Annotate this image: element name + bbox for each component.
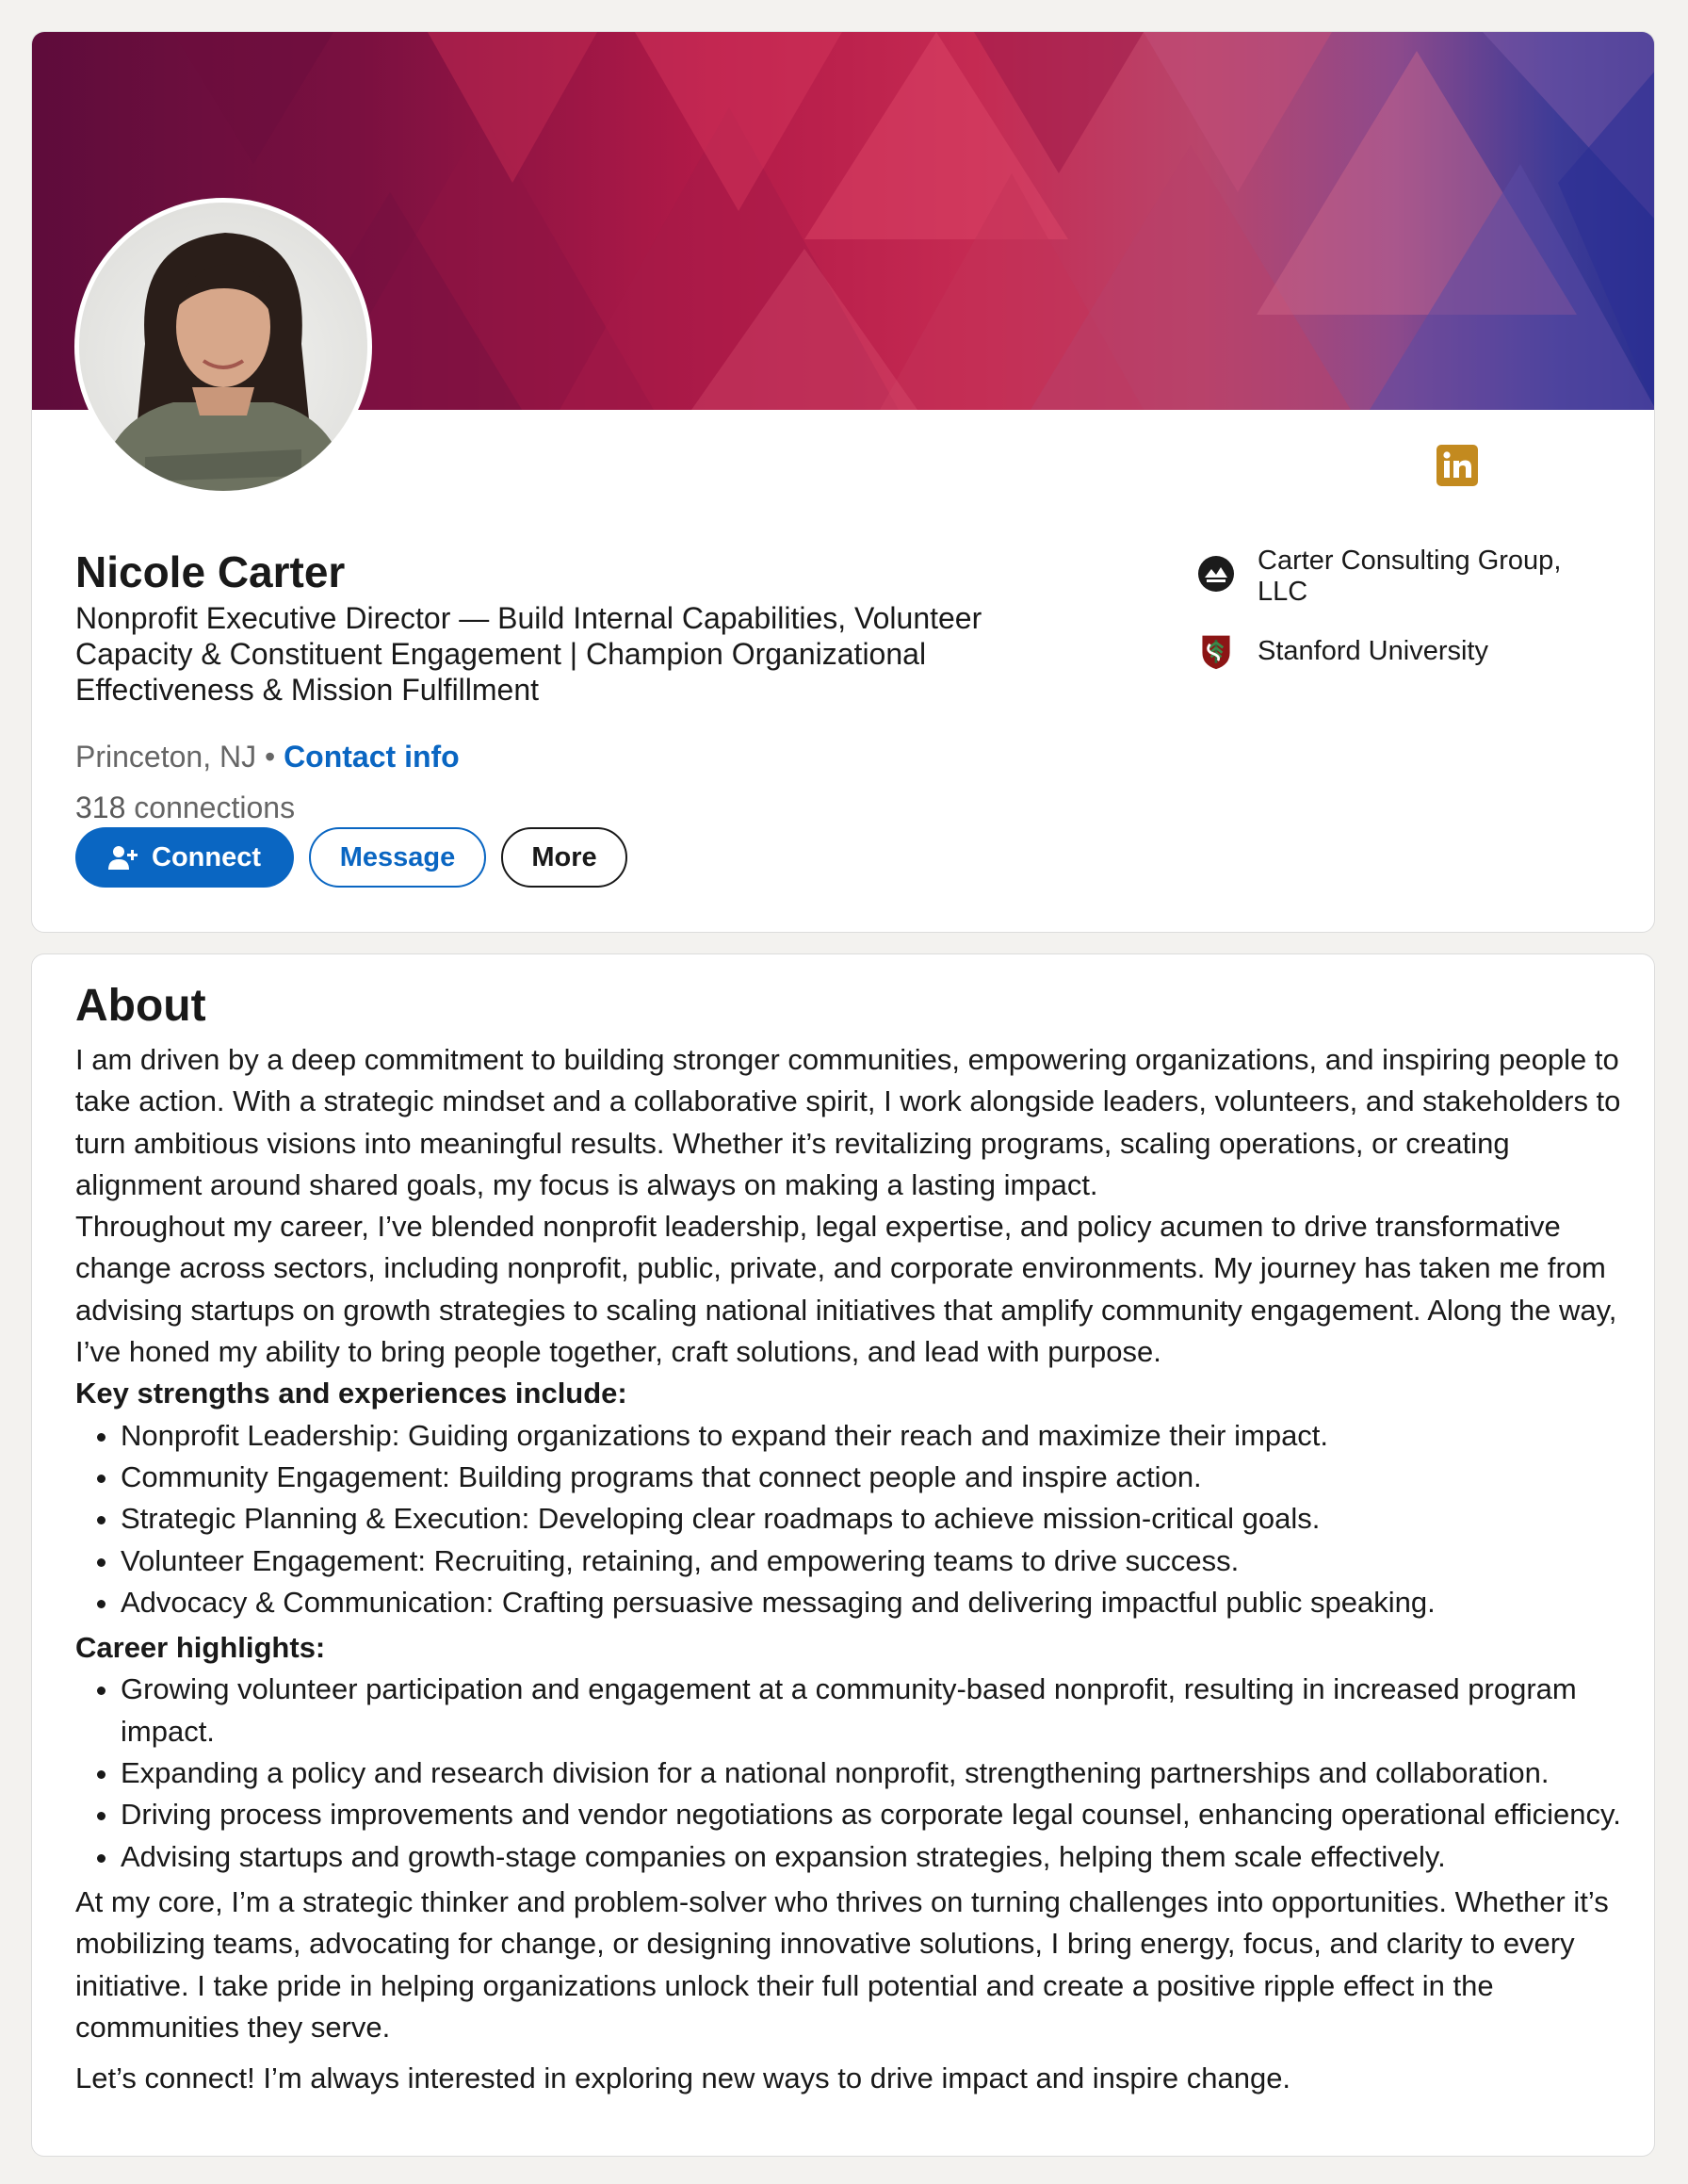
highlights-list — [75, 1669, 1630, 1877]
about-title: About — [75, 981, 206, 1031]
list-item: • Community Engagement: Building programs that connect people and inspire action. — [121, 1457, 1630, 1498]
stanford-logo-icon — [1197, 632, 1235, 670]
profile-location: Princeton, NJ — [75, 740, 257, 774]
connect-button[interactable] — [75, 827, 294, 888]
org-item-carter-consulting[interactable] — [1197, 546, 1593, 608]
connections-count-row[interactable] — [75, 790, 295, 825]
carter-logo-icon — [1197, 555, 1235, 593]
org-item-stanford[interactable] — [1197, 636, 1593, 670]
about-career-paragraph: Throughout my career, I’ve blended nonprofit leadership, legal expertise, and policy acumen to drive transformative change across sectors, including nonprofit, public, private, and corporate environments. My journey has taken me from advising startups on growth strategies to scaling national initiatives that amplify community engagement. Along the way, I’ve honed my ability to bring people together, craft solutions, and lead with purpose. — [75, 1210, 1617, 1369]
org-name: Carter Consulting Group, LLC — [1258, 546, 1562, 607]
contact-info-link[interactable]: Contact info — [284, 740, 460, 774]
list-item: • Advocacy & Communication: Crafting persuasive messaging and delivering impactful public speaking. — [121, 1582, 1630, 1623]
highlights-heading: Career highlights: — [75, 1631, 326, 1665]
linkedin-icon[interactable] — [1436, 445, 1478, 486]
profile-card — [31, 31, 1655, 933]
message-button[interactable] — [309, 827, 486, 888]
list-item: • Driving process improvements and vendor negotiations as corporate legal counsel, enhancing operational efficiency. — [121, 1794, 1630, 1835]
profile-name: Nicole Carter — [75, 547, 346, 596]
location-row — [75, 739, 460, 774]
profile-headline: Nonprofit Executive Director — Build Internal Capabilities, Volunteer Capacity & Constituent Engagement | Champion Organizational Effectiveness & Mission Fulfillment — [75, 601, 982, 707]
connections-count: 318 — [75, 790, 126, 824]
connect-button-label: Connect — [152, 841, 261, 872]
list-item: • Growing volunteer participation and engagement at a community-based nonprofit, resulting in increased program impact. — [121, 1669, 1630, 1752]
strengths-heading: Key strengths and experiences include: — [75, 1377, 627, 1410]
about-cta: Let’s connect! I’m always interested in exploring new ways to drive impact and inspire change. — [75, 2062, 1291, 2095]
message-button-label: Message — [339, 841, 456, 872]
list-item: • Nonprofit Leadership: Guiding organizations to expand their reach and maximize their impact. — [121, 1415, 1630, 1457]
list-item: • Advising startups and growth-stage companies on expansion strategies, helping them scale effectively. — [121, 1836, 1630, 1878]
about-card — [31, 953, 1655, 2157]
list-item: • Volunteer Engagement: Recruiting, retaining, and empowering teams to drive success. — [121, 1540, 1630, 1582]
location-separator: • — [264, 740, 276, 774]
profile-photo[interactable] — [74, 198, 372, 496]
more-button[interactable] — [501, 827, 627, 888]
about-body — [75, 1039, 1630, 2099]
org-name: Stanford University — [1258, 636, 1488, 666]
strengths-list — [75, 1415, 1630, 1623]
list-item: • Strategic Planning & Execution: Developing clear roadmaps to achieve mission-critical goals. — [121, 1498, 1630, 1540]
avatar-portrait — [79, 203, 367, 491]
list-item: • Expanding a policy and research division for a national nonprofit, strengthening partnerships and collaboration. — [121, 1752, 1630, 1794]
about-intro-paragraph: I am driven by a deep commitment to building stronger communities, empowering organizations, and inspiring people to take action. With a strategic mindset and a collaborative spirit, I work alongside leaders, volunteers, and stakeholders to turn ambitious visions into meaningful results. Whether it’s revitalizing programs, scaling operations, or creating alignment around shared goals, my focus is always on making a lasting impact. — [75, 1043, 1621, 1201]
add-person-icon — [108, 844, 138, 871]
about-closing-paragraph: At my core, I’m a strategic thinker and problem-solver who thrives on turning challenges into opportunities. Whether it’s mobilizing teams, advocating for change, or designing innovative solutions, I bring energy, focus, and clarity to every initiative. I take pride in helping organizations unlock their full potential and create a positive ripple effect in the communities they serve. — [75, 1884, 1609, 2044]
connections-label: connections — [134, 790, 296, 824]
more-button-label: More — [531, 841, 597, 872]
